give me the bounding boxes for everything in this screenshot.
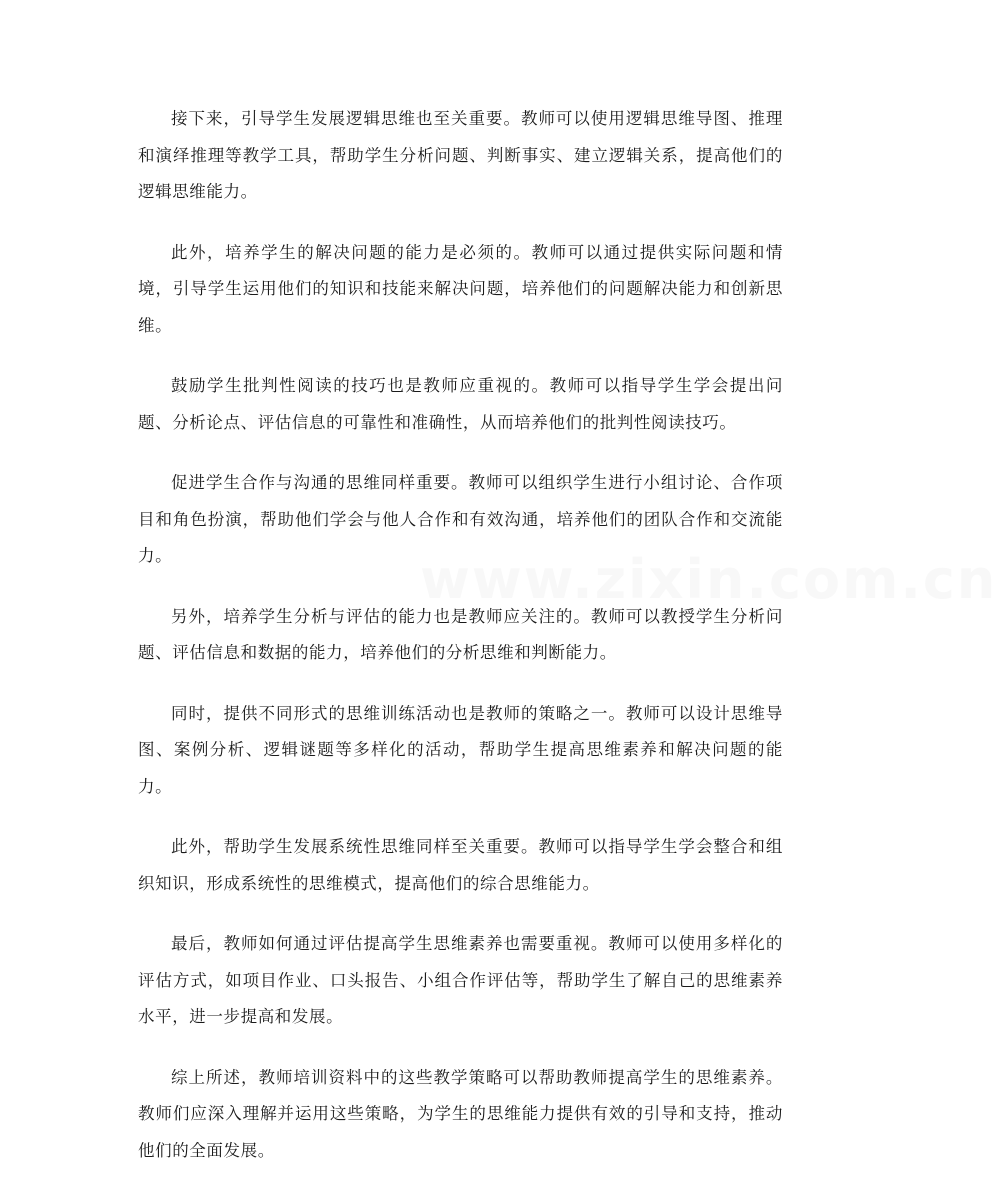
document-body: [138, 101, 783, 1193]
paragraph-analysis-evaluation: 另外，培养学生分析与评估的能力也是教师应关注的。教师可以教授学生分析问题、评估信息和数据的能力，培养他们的分析思维和判断能力。: [138, 606, 783, 662]
watermark: www.zixin.com.cn: [420, 548, 997, 611]
paragraph-cooperation: 促进学生合作与沟通的思维同样重要。教师可以组织学生进行小组讨论、合作项目和角色扮演，帮助他们学会与他人合作和有效沟通，培养他们的团队合作和交流能力。: [138, 473, 783, 565]
paragraph-assessment: 最后，教师如何通过评估提高学生思维素养也需要重视。教师可以使用多样化的评估方式，如项目作业、口头报告、小组合作评估等，帮助学生了解自己的思维素养水平，进一步提高和发展。: [138, 934, 783, 1026]
paragraph-critical-reading: 鼓励学生批判性阅读的技巧也是教师应重视的。教师可以指导学生学会提出问题、分析论点、评估信息的可靠性和准确性，从而培养他们的批判性阅读技巧。: [138, 376, 783, 432]
paragraph-systematic-thinking: 此外，帮助学生发展系统性思维同样至关重要。教师可以指导学生学会整合和组织知识，形成系统性的思维模式，提高他们的综合思维能力。: [138, 837, 783, 893]
paragraph-conclusion: 综上所述，教师培训资料中的这些教学策略可以帮助教师提高学生的思维素养。教师们应深入理解并运用这些策略，为学生的思维能力提供有效的引导和支持，推动他们的全面发展。: [138, 1067, 783, 1160]
paragraph-problem-solving: 此外，培养学生的解决问题的能力是必须的。教师可以通过提供实际问题和情境，引导学生运用他们的知识和技能来解决问题，培养他们的问题解决能力和创新思维。: [138, 242, 783, 335]
paragraph-logical-thinking: 接下来，引导学生发展逻辑思维也至关重要。教师可以使用逻辑思维导图、推理和演绎推理等教学工具，帮助学生分析问题、判断事实、建立逻辑关系，提高他们的逻辑思维能力。: [138, 109, 783, 201]
paragraph-thinking-activities: 同时，提供不同形式的思维训练活动也是教师的策略之一。教师可以设计思维导图、案例分析、逻辑谜题等多样化的活动，帮助学生提高思维素养和解决问题的能力。: [138, 703, 783, 796]
